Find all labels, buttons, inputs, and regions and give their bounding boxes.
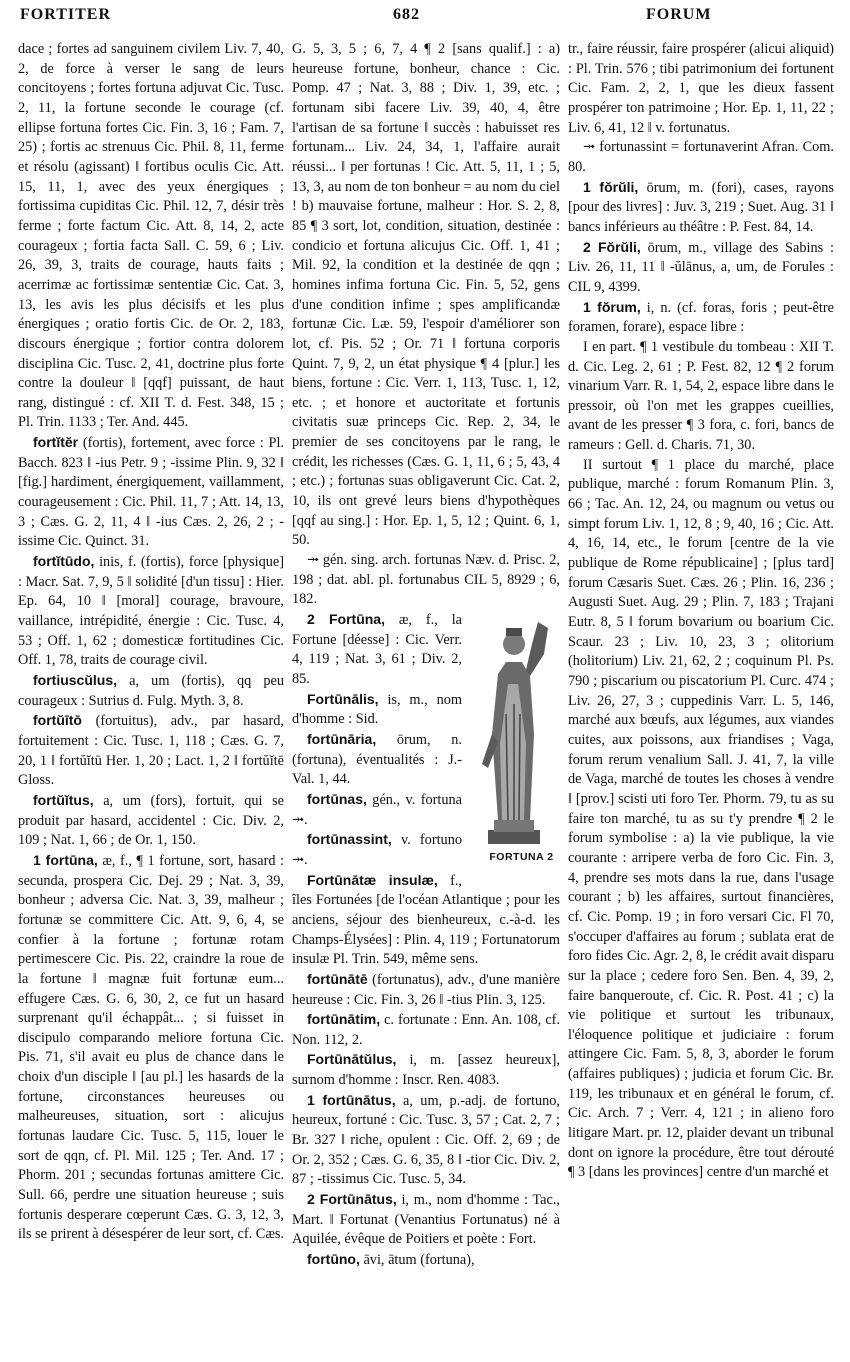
dictionary-entry [18,671,284,711]
entry-definition: is, m., nom d'homme : Sid. [292,691,462,728]
dictionary-entry [292,1010,560,1050]
dictionary-entry [568,338,834,456]
entry-definition: āvi, ātum (fortuna), [359,1252,475,1269]
entry-definition: i, n. (cf. foras, foris ; peut-être foramen, forare), espace libre : [568,299,834,336]
headword: 1 fortūnātus, [307,1091,396,1108]
page-number: 682 [393,6,420,23]
entry-definition: ⤞ fortunassint = fortunaverint Afran. Com. 80. [568,139,834,175]
dictionary-entry [292,1050,560,1090]
entry-definition: II surtout ¶ 1 place du marché, place publique, marché : forum Romanum Plin. 3, 66 ; Tac. An. 12, 24, ou magnum ou vetus ou simpt forum Liv. 1, 12, 8 ; 9, 40, 16 ; Cic. Att. 4, 16, 14, etc., le forum [centre de la vie publique de Rome républicaine] ; [plus tard] forum Cæsaris Suet. Cæs. 26 ; Plin. 16, 236 ; Augusti Suet. Aug. 29 ; Plin. 7, 183 ; Trajani Eutr. 8, 5 ‖ forum bovarium ou boarium Cic. Scaur. 23 ; Liv. 10, 23, 3 ; olitorium (holitorium) Liv. 21, 62, 2 ; coquinum Pl. Ps. 790 ; piscarium ou piscatorium Pl. Curc. 474 ; Liv. 26, 27, 3 ; cuppedinis Varr. L. 5, 146, marché aux bœufs, aux légumes, aux viandes cuites, aux poissons, aux friandises ; Vaga, forum rerum venalium Sall. J. 41, 7, la ville de Vaga, marché de toutes les choses à vendre ‖ [prov.] scisti uti foro Ter. Phorm. 79, tu as su faire ton marché, tu as su t'y prendre ¶ 2 le forum symbolise : a) la vie publique, la vie courante : arripere verba de foro Cic. Fin. 3, 4, prendre ses mots dans la rue, dans l'usage courant ; b) les affaires, surtout financières, cf. Cic. Pomp. 19 ; in foro versari Cic. Fl 70, s'occuper d'affaires au forum ; sublata erat de foro fides Cic. Agr. 2, 8, le crédit avait disparu sur la place ; cedere foro Sen. Ben. 4, 39, 2, faire banqueroute, cf. Cic. R. Post. 41 ; c) la vie politique et surtout les tribunaux, l'éloquence politique et judiciaire : forum attingere Cic. Fam. 5, 8, 3, aborder le forum (affaires publiques) ; judicia et forum Cic. Br. 119, les tribunaux et en général le forum, cf. Cic. Arch. 7 ; Verr. 4, 121 ; in alieno foro litigare Mart. pr. 12, plaider devant un tribunal dont on ignore la procédure, être tout dérouté ¶ 3 [dans les provinces] centre d'un marché et [568,456,834,1181]
entry-definition: a, um (fortis), qq peu courageux : Sutrius d. Fulg. Myth. 3, 8. [18,673,284,709]
entry-definition: G. 5, 3, 5 ; 6, 7, 4 ¶ 2 [sans qualif.] : a) heureuse fortune, bonheur, chance : Cic. Pomp. 47 ; Nat. 3, 88 ; Div. 1, 39, etc. ; fortunam sibi facere Liv. 39, 40, 4, être l'artisan de sa fortune ‖ succès : habuisset res fortunam... Liv. 24, 34, 1, l'affaire aurait réussi... ‖ per fortunas ! Cic. Att. 5, 11, 1 ; 5, 13, 3, au nom de ton bonheur = au nom du ciel ! b) mauvaise fortune, malheur : Hor. S. 2, 8, 85 ¶ 3 sort, lot, condition, situation, destinée : condicio et fortuna alicujus Cic. Off. 1, 41 ; Mil. 92, la condition et la destinée de qqn ; homines infima fortuna Cic. Fin. 5, 52, gens d'une condition infime ; spes amplificandæ fortunæ Cic. Læ. 59, l'espoir d'améliorer son lot, cf. Pis. 52 ; Or. 71 ‖ fortuna corporis Quint. 7, 9, 2, un état physique ¶ 4 [plur.] les biens, fortune : Cic. Verr. 1, 113, Tusc. 1, 12, etc. ; et honore et auctoritate et fortunis civitatis suæ princeps Cic. Rep. 2, 34, le premier de ses concitoyens par le rang, le crédit, les richesses (Cæs. G. 1, 11, 6 ; 5, 43, 4 ; etc.) ; fortunas suas obligaverunt Cic. Cat. 2, 10, ils ont grevé leurs biens d'hypothèques [qqf au sing.] : Hor. Ep. 1, 5, 12 ; Quint. 6, 1, 50. [292,41,560,549]
headword: 1 fŏrŭli, [583,178,639,195]
dictionary-entry [18,711,284,791]
dictionary-entry [568,40,834,138]
dictionary-entry [292,1091,560,1190]
dictionary-entry [18,791,284,851]
dictionary-entry [18,40,284,433]
headword: fortŭītō [33,712,82,729]
headword: 2 Fŏrŭli, [583,238,641,255]
fortuna-statue-illustration [468,614,560,868]
entry-definition: ōrum, m., village des Sabins : Liv. 26, 11, 11 ‖ -ŭlānus, a, um, de Forules : CIL 9, 4399. [568,239,834,295]
entry-definition: (fortis), fortement, avec force : Pl. Bacch. 823 ‖ -ius Petr. 9 ; -issime Plin. 9, 32 ‖ [fig.] hardiment, énergiquement, vaillamment, courageusement : Cic. Phil. 11, 7 ; Att. 14, 13, 3 ; Cæs. G. 2, 11, 4 ‖ -ius Cæs. 2, 26, 2 ; -issime Cic. Quinct. 31. [18,435,284,550]
entry-definition: i, m. [assez heureux], surnom d'homme : Inscr. Ren. 4083. [292,1052,560,1089]
entry-definition: a, um, p.-adj. de fortuno, heureux, fortuné : Cic. Tusc. 3, 57 ; Cat. 2, 7 ; Br. 327 ‖ riche, opulent : Cic. Off. 2, 69 ; de Or. 2, 352 ; Cæs. G. 6, 35, 8 ‖ -tior Cic. Div. 2, 87 ; -tissimus Cic. Tusc. 5, 34. [292,1092,560,1188]
dictionary-entry [568,456,834,1183]
dictionary-entry [292,1190,560,1250]
headword: Fortūnātŭlus, [307,1051,397,1068]
headword: fortĭtĕr [33,434,79,451]
headword: Fortūnālis, [307,690,379,707]
entry-definition: æ, f., ¶ 1 fortune, sort, hasard : secunda, prospera Cic. Dej. 29 ; Nat. 3, 39, bonheur ; adversa Cic. Nat. 3, 39, malheur ; fortunæ se committere Cic. Att. 9, 6, 4, se confier à la fortune ; fortunæ rotam pertimescere Cic. Pis. 22, craindre la roue de la fortune ‖ magnæ fuit fortunæ eum... effugere Cæs. G. 6, 30, 2, ce fut un hasard surprenant qu'il échappât... ; si fuisset in discipulo comparando meliore fortuna Cic. Pis. 71, s'il avait eu plus de chance dans le choix d'un disciple ‖ [au pl.] les hasards de la fortune, circonstances heureuses ou malheureuses, situation, sort : alicujus fortunas laudare Cic. Tusc. 5, 115, louer le sort de qqn, cf. Pl. Mil. 125 ; Ter. And. 17 ; Phorm. 201 ; secundas fortunas amittere Cic. Sull. 66, perdre une situation heureuse ; suis fortunis desperare cœperunt Cæs. G. 3, 12, 3, ils se prirent à désespérer de leur sort, cf. Cæs. [18,852,284,1243]
statue-figure-icon [468,614,560,850]
headword: Fortūnātæ insulæ, [307,871,438,888]
dictionary-entry [568,238,834,298]
entry-definition: inis, f. (fortis), force [physique] : Macr. Sat. 7, 9, 5 ‖ solidité [d'un tissu] : Hier. Ep. 64, 10 ‖ [moral] courage, bravoure, vaillance, intrépidité, énergie : Cic. Tusc. 4, 53 ; Off. 1, 62 ; domesticæ fortitudines Cic. Off. 1, 78, traits de courage civil. [18,554,284,669]
headword: fortūnāria, [307,730,377,747]
headword: 2 Fortūna, [307,611,385,628]
headword: fortiuscŭlus, [33,672,118,688]
dictionary-entry [292,551,560,610]
page-header [0,6,850,28]
figure-caption: FORTUNA 2 [489,851,554,864]
entry-definition: c. fortunate : Enn. An. 108, cf. Non. 112, 2. [292,1012,560,1048]
dictionary-entry [292,970,560,1010]
dictionary-entry [292,871,560,970]
entry-definition: (fortuitus), adv., par hasard, fortuitement : Cic. Tusc. 1, 118 ; Cæs. G. 7, 20, 1 ‖ fortŭĭtū Her. 1, 20 ; Lact. 1, 2 ‖ fortŭĭtē Gloss. [18,713,284,789]
entry-definition: (fortunatus), adv., d'une manière heureuse : Cic. Fin. 3, 26 ‖ -tius Plin. 3, 125. [292,971,560,1008]
entry-definition: i, m., nom d'homme : Tac., Mart. ‖ Fortunat (Venantius Fortunatus) né à Aquilée, évêque de Poitiers et poète : Fort. [292,1192,560,1248]
headword: fortūno, [307,1251,360,1268]
entry-definition: ōrum, m. (fori), cases, rayons [pour des livres] : Juv. 3, 219 ; Suet. Aug. 31 ‖ bancs inférieurs au théâtre : P. Fest. 84, 14. [568,179,834,235]
running-head-right: FORUM [646,6,712,23]
headword: fortūnas, [307,790,367,807]
entry-definition: tr., faire réussir, faire prospérer (alicui aliquid) : Pl. Trin. 576 ; tibi patrimonium dei fortunent Cic. Fam. 2, 2, 1, que les dieux fassent prospérer ton patrimoine ; Hor. Ep. 1, 11, 22 ; Liv. 6, 41, 12 ‖ v. fortunatus. [568,41,834,136]
dictionary-entry [568,298,834,338]
dictionary-entry [292,1250,560,1271]
dictionary-entry [18,433,284,552]
headword: fortūnassint, [307,831,392,848]
column-left [18,40,284,1358]
entry-definition: ⤞ gén. sing. arch. fortunas Næv. d. Prisc. 2, 198 ; dat. abl. pl. fortunabus CIL 5, 8929 ; 6, 182. [292,552,560,608]
entry-definition: f., îles Fortunées [de l'océan Atlantique ; pour les anciens, séjour des bienheureux, c.-à-d. les Champs-Élysées] : Plin. 4, 119 ; Fortunatorum insulæ Pl. Trin. 549, même sens. [292,872,560,968]
entry-definition: ōrum, n. (fortuna), éventualités : J.-Val. 1, 44. [292,731,462,788]
dictionary-entry [18,851,284,1245]
dictionary-entry [568,178,834,238]
headword: 1 fŏrum, [583,298,641,315]
dictionary-entry [292,40,560,551]
headword: fortŭĭtus, [33,791,94,808]
entry-definition: æ, f., la Fortune [déesse] : Cic. Verr. 4, 119 ; Nat. 3, 61 ; Div. 2, 85. [292,612,463,687]
entry-definition: a, um (fors), fortuit, qui se produit par hasard, accidentel : Cic. Div. 2, 109 ; Nat. 1, 66 ; de Or. 1, 150. [18,792,284,849]
column-middle [292,40,560,1358]
headword: 1 fortūna, [33,851,98,868]
entry-definition: v. fortuno ⤞. [292,832,462,868]
column-right [568,40,834,1358]
headword: 2 Fortūnātus, [307,1191,397,1208]
dictionary-entry [18,552,284,671]
headword: fortūnātim, [307,1011,381,1028]
dictionary-entry [568,138,834,177]
entry-definition: gén., v. fortuna ⤞. [292,791,462,828]
headword: fortĭtūdo, [33,553,95,570]
entry-definition: dace ; fortes ad sanguinem civilem Liv. 7, 40, 2, de force à verser le sang de leurs concitoyens ; fortes fortuna adjuvat Cic. Tusc. 2, 11, la fortune seconde le courage (cf. ellipse fortuna fortes Cic. Fin. 3, 16 ; Fam. 7, 25) ; fortis ac strenuus Cic. Phil. 8, 11, ferme et résolu (agissant) ‖ fortibus oculis Cic. Att. 15, 11, 1, avec des yeux énergiques ; fortissima cupiditas Cic. Phil. 12, 7, désir très ferme ; forte factum Cic. Att. 8, 14, 2, acte courageux ; fortia facta Sall. C. 59, 6 ; Liv. 26, 39, 3, traits de courage, hauts faits ; acerrimæ ac fortissimæ sententiæ Cic. Cat. 3, 13, les avis les plus décisifs et les plus énergiques ; oratio fortis Cic. de Or. 2, 183, discours énergique ; fortior contra dolorem disciplina Cic. Tusc. 2, 41, doctrine plus forte contre la douleur ‖ [qqf] puissant, de haut rang, distingué : cf. XII T. d. Fest. 348, 15 ; Pl. Trin. 1133 ; Ter. And. 445. [18,41,284,431]
entry-definition: I en part. ¶ 1 vestibule du tombeau : XII T. d. Cic. Leg. 2, 61 ; P. Fest. 82, 12 ¶ 2 forum vinarium Varr. R. 1, 54, 2, espace libre dans le pressoir, où l'on met les grappes cueillies, avant de les presser ¶ 3 fora, c. fori, bancs de rameurs : Gell. d. Charis. 71, 30. [568,338,834,454]
headword: fortūnātē [307,970,368,987]
running-head-left: FORTITER [20,6,112,23]
